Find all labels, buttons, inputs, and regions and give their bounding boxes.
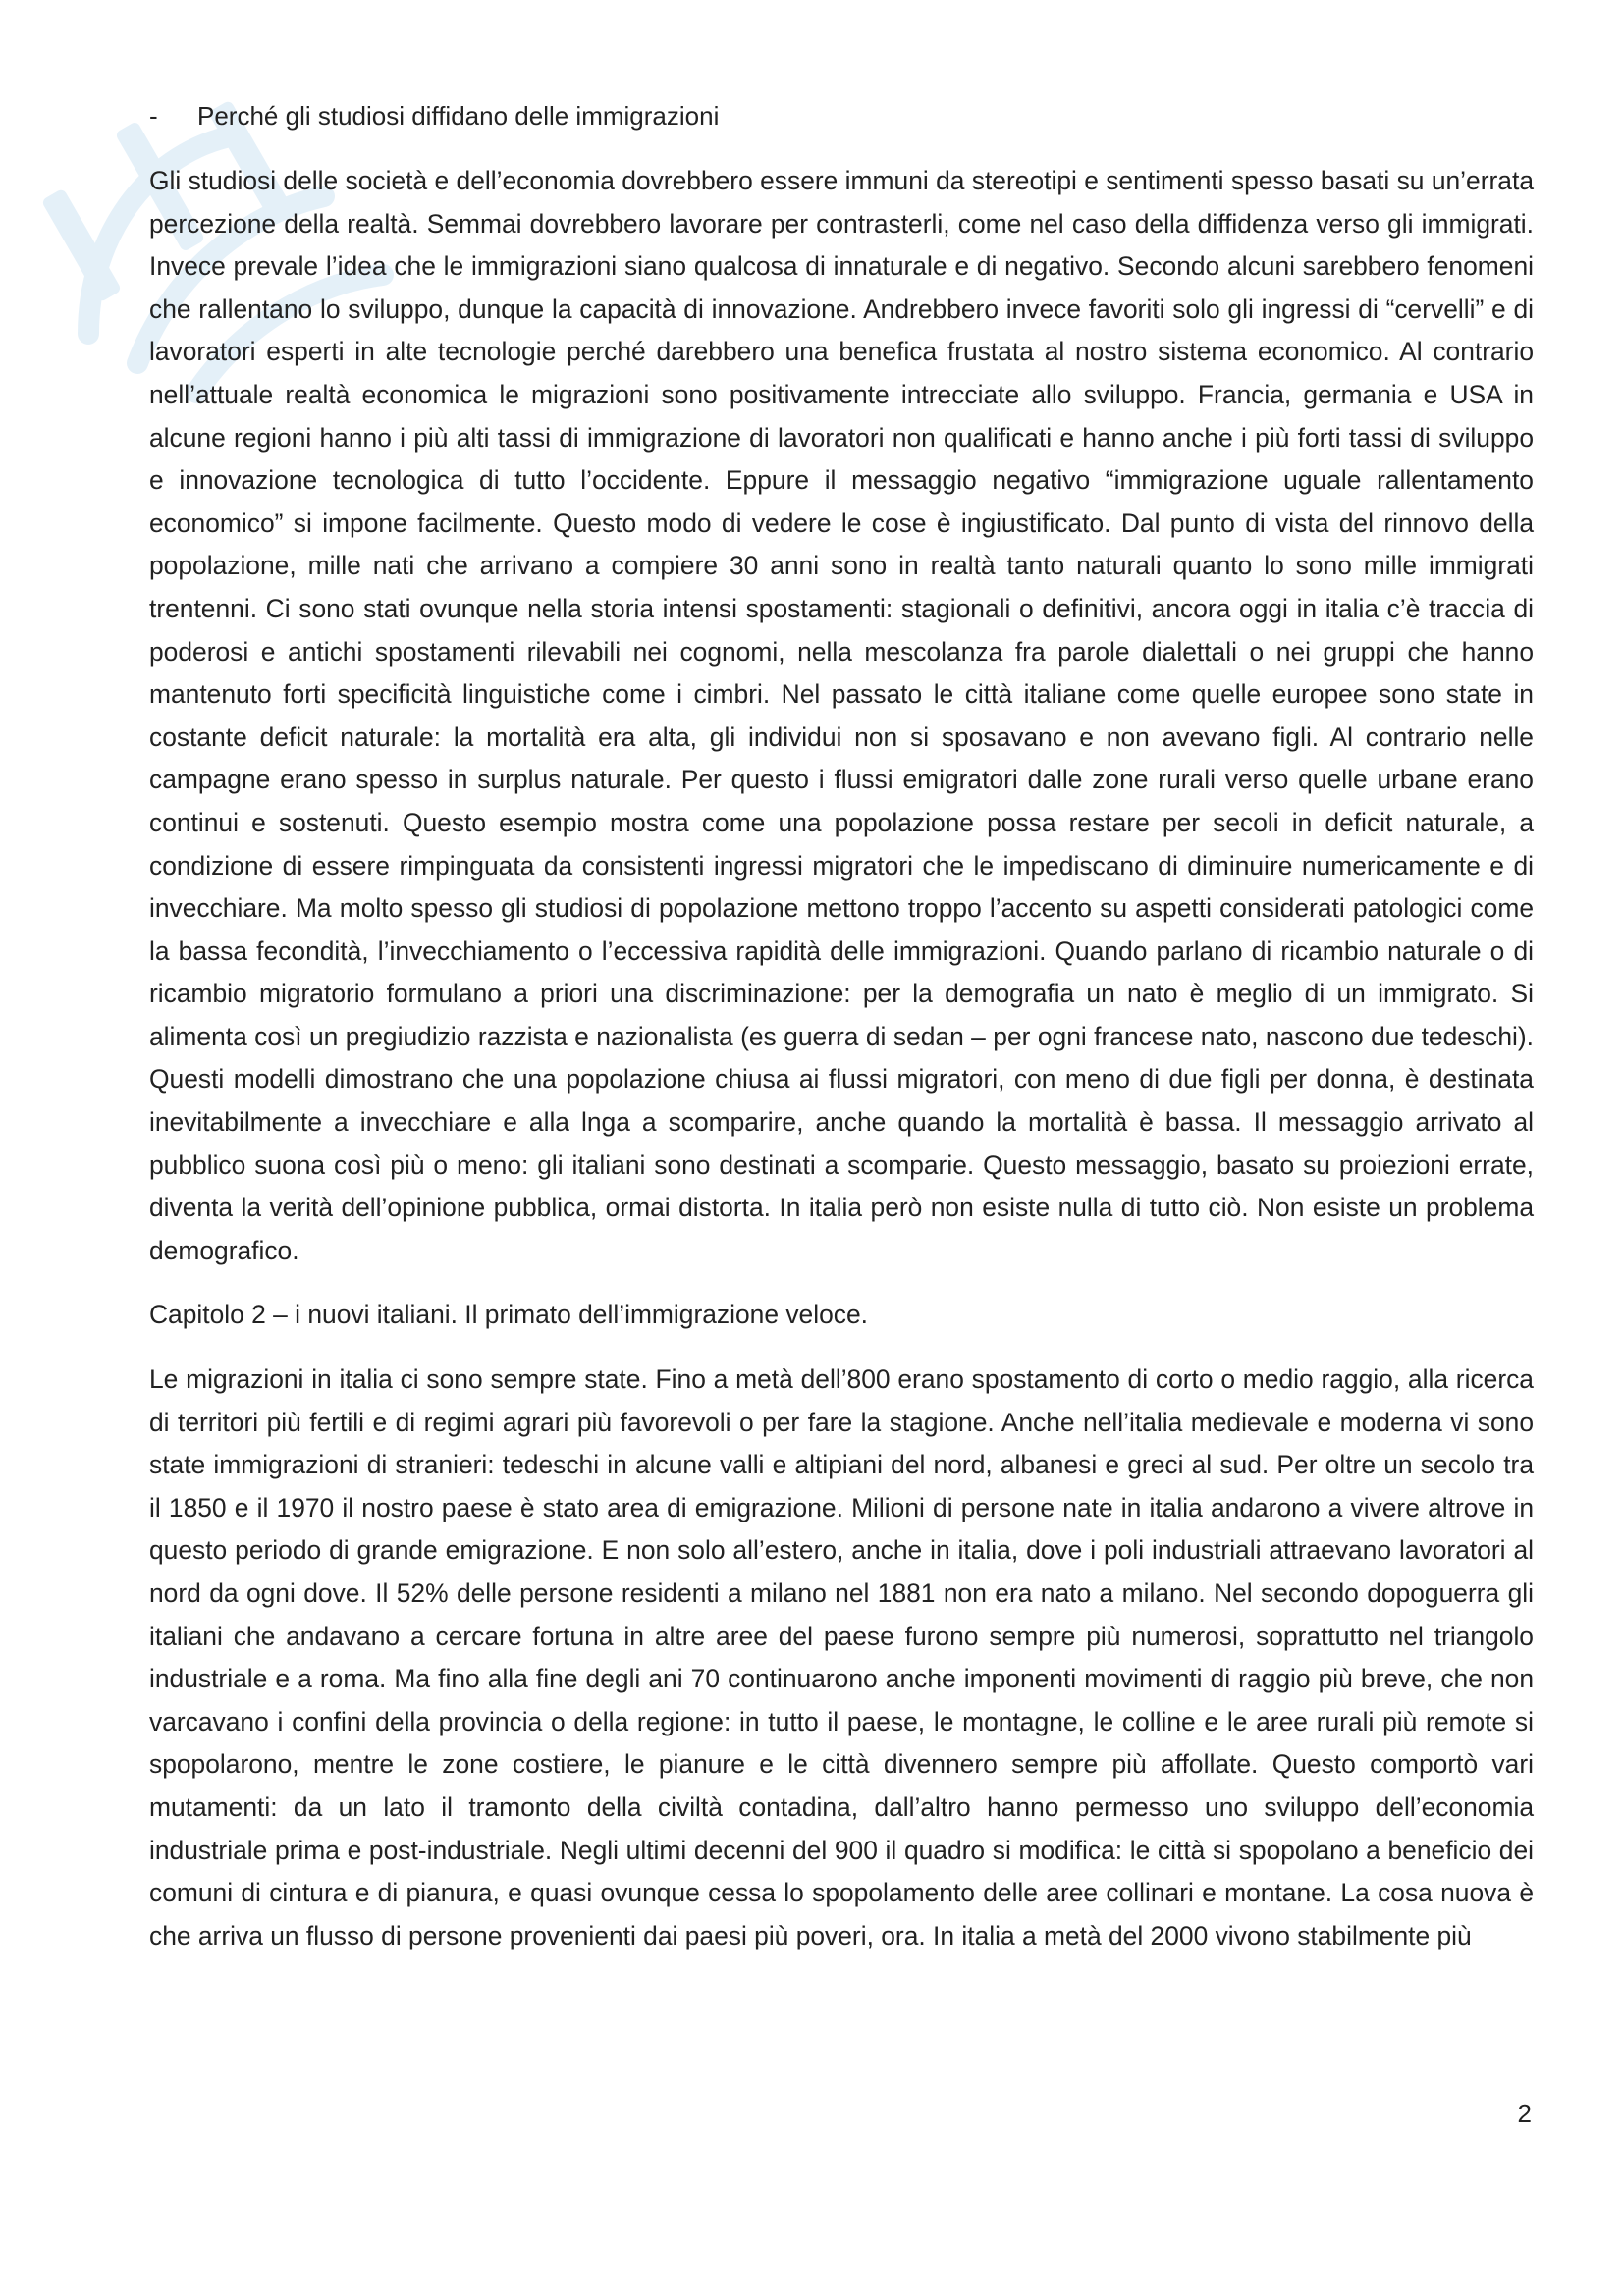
page-number: 2 bbox=[1517, 2099, 1532, 2128]
body-paragraph: Gli studiosi delle società e dell’economia dovrebbero essere immuni da stereotipi e sentimenti spesso basati su un’errata percezione della realtà. Semmai dovrebbero lavorare per contrasterli, come nel caso della diffidenza verso gli immigrati. Invece prevale l’idea che le immigrazioni siano qualcosa di innaturale e di negativo. Secondo alcuni sarebbero fenomeni che rallentano lo sviluppo, dunque la capacità di innovazione. Andrebbero invece favoriti solo gli ingressi di “cervelli” e di lavoratori esperti in alte tecnologie perché darebbero una benefica frustata al nostro sistema economico. Al contrario nell’attuale realtà economica le migrazioni sono positivamente intrecciate allo sviluppo. Francia, germania e USA in alcune regioni hanno i più alti tassi di immigrazione di lavoratori non qualificati e hanno anche i più forti tassi di sviluppo e innovazione tecnologica di tutto l’occidente. Eppure il messaggio negativo “immigrazione uguale rallentamento economico” si impone facilmente. Questo modo di vedere le cose è ingiustificato. Dal punto di vista del rinnovo della popolazione, mille nati che arrivano a compiere 30 anni sono in realtà tanto naturali quanto lo sono mille immigrati trentenni. Ci sono stati ovunque nella storia intensi spostamenti: stagionali o definitivi, ancora oggi in italia c’è traccia di poderosi e antichi spostamenti rilevabili nei cognomi, nella mescolanza fra parole dialettali o nei gruppi che hanno mantenuto forti specificità linguistiche come i cimbri. Nel passato le città italiane come quelle europee sono state in costante deficit naturale: la mortalità era alta, gli individui non si sposavano e non avevano figli. Al contrario nelle campagne erano spesso in surplus naturale. Per questo i flussi emigratori dalle zone rurali verso quelle urbane erano continui e sostenuti. Questo esempio mostra come una popolazione possa restare per secoli in deficit naturale, a condizione di essere rimpinguata da consistenti ingressi migratori che le impediscano di diminuire numericamente e di invecchiare. Ma molto spesso gli studiosi di popolazione mettono troppo l’accento su aspetti considerati patologici come la bassa fecondità, l’invecchiamento o l’eccessiva rapidità delle immigrazioni. Quando parlano di ricambio naturale o di ricambio migratorio formulano a priori una discriminazione: per la demografia un nato è meglio di un immigrato. Si alimenta così un pregiudizio razzista e nazionalista (es guerra di sedan – per ogni francese nato, nascono due tedeschi). Questi modelli dimostrano che una popolazione chiusa ai flussi migratori, con meno di due figli per donna, è destinata inevitabilmente a invecchiare e alla lnga a scomparire, anche quando la mortalità è bassa. Il messaggio arrivato al pubblico suona così più o meno: gli italiani sono destinati a scomparie. Questo messaggio, basato su proiezioni errate, diventa la verità dell’opinione pubblica, ormai distorta. In italia però non esiste nulla di tutto ciò. Non esiste un problema demografico. bbox=[149, 166, 1534, 1265]
section-heading bbox=[149, 94, 1534, 138]
body-paragraph: Le migrazioni in italia ci sono sempre state. Fino a metà dell’800 erano spostamento di corto o medio raggio, alla ricerca di territori più fertili e di regimi agrari più favorevoli o per fare la stagione. Anche nell’italia medievale e moderna vi sono state immigrazioni di stranieri: tedeschi in alcune valli e altipiani del nord, albanesi e greci al sud. Per oltre un secolo tra il 1850 e il 1970 il nostro paese è stato area di emigrazione. Milioni di persone nate in italia andarono a vivere altrove in questo periodo di grande emigrazione. E non solo all’estero, anche in italia, dove i poli industriali attraevano lavoratori al nord da ogni dove. Il 52% delle persone residenti a milano nel 1881 non era nato a milano. Nel secondo dopoguerra gli italiani che andavano a cercare fortuna in altre aree del paese furono sempre più numerosi, soprattutto nel triangolo industriale e a roma. Ma fino alla fine degli ani 70 continuarono anche imponenti movimenti di raggio più breve, che non varcavano i confini della provincia o della regione: in tutto il paese, le montagne, le colline e le aree rurali più remote si spopolarono, mentre le zone costiere, le pianure e le città divennero sempre più affollate. Questo comportò vari mutamenti: da un lato il tramonto della civiltà contadina, dall’altro hanno permesso uno sviluppo dell’economia industriale prima e post-industriale. Negli ultimi decenni del 900 il quadro si modifica: le città si spopolano a beneficio dei comuni di cintura e di pianura, e quasi ovunque cessa lo spopolamento delle aree collinari e montane. La cosa nuova è che arriva un flusso di persone provenienti dai paesi più poveri, ora. In italia a metà del 2000 vivono stabilmente più bbox=[149, 1364, 1534, 1950]
bullet-marker: - bbox=[149, 101, 158, 131]
chapter-heading: Capitolo 2 – i nuovi italiani. Il primato dell’immigrazione veloce. bbox=[149, 1300, 868, 1330]
section-heading-text: Perché gli studiosi diffidano delle immigrazioni bbox=[197, 101, 720, 131]
document-page bbox=[149, 94, 1534, 1979]
